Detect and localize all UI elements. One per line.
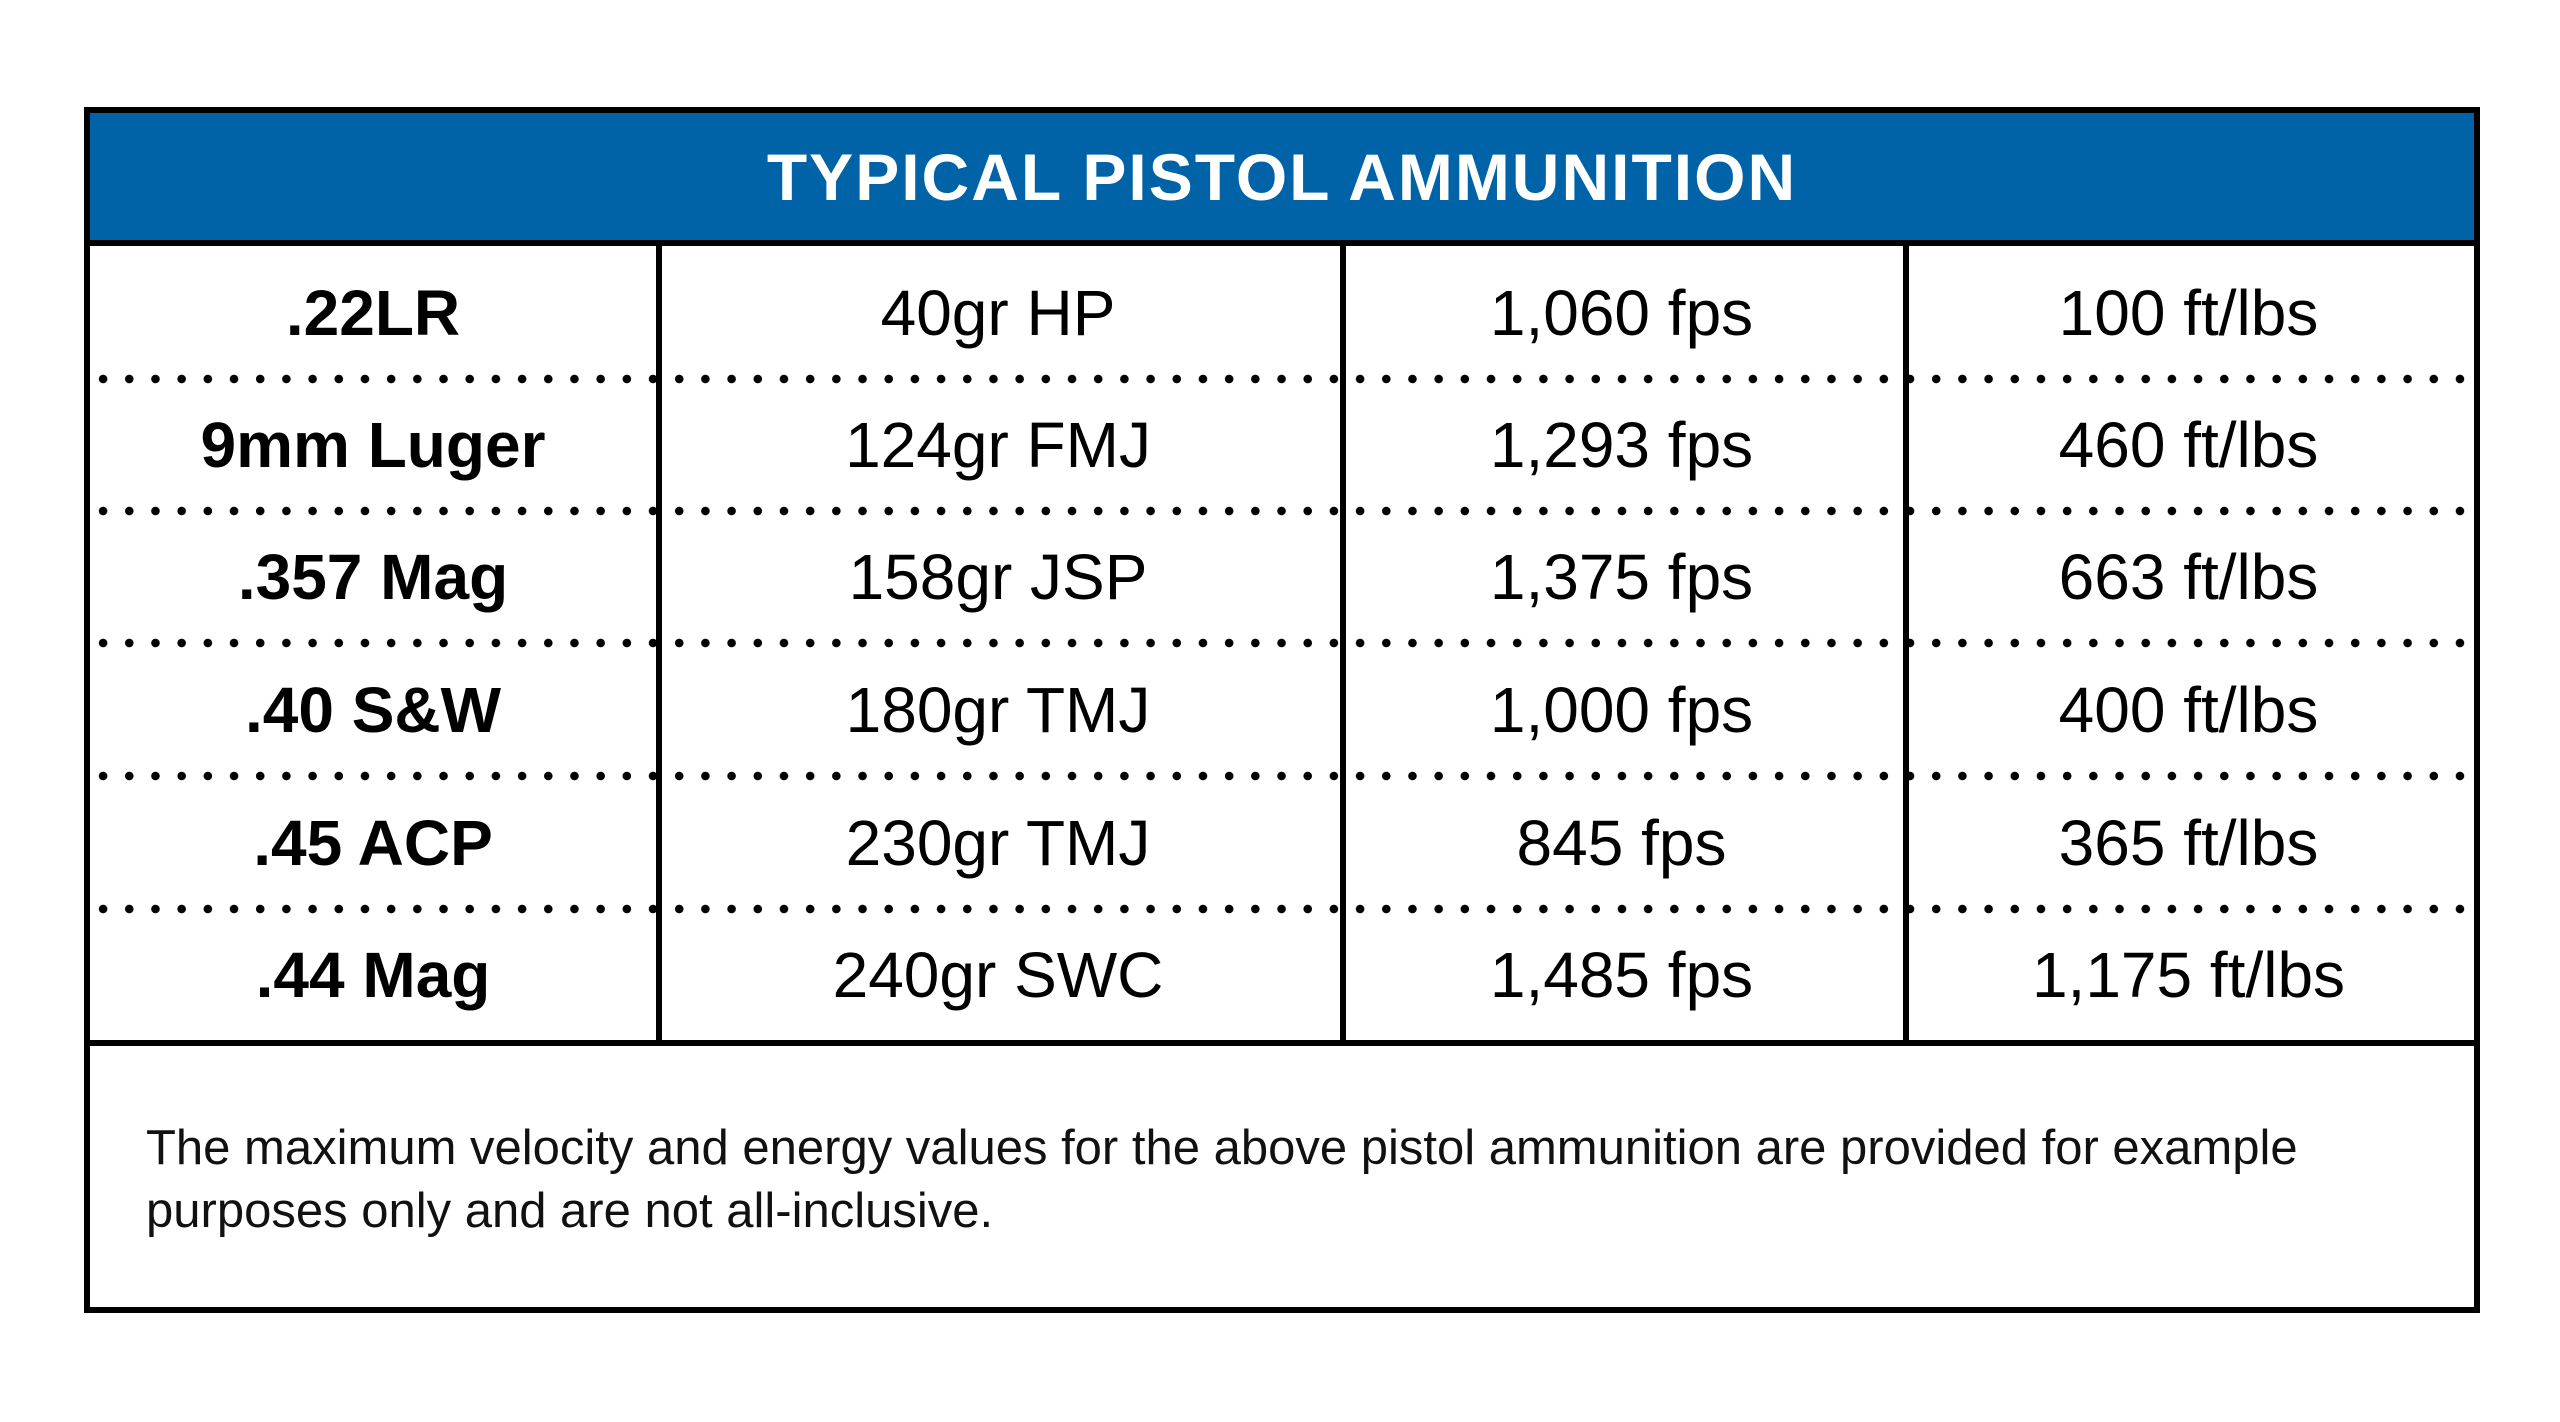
dotted-row-divider	[90, 904, 2474, 914]
energy-cell: 400 ft/lbs	[2058, 673, 2319, 746]
table-row	[90, 776, 2474, 909]
table-title: TYPICAL PISTOL AMMUNITION	[766, 139, 1798, 214]
ammunition-table	[84, 107, 2480, 1313]
table-header	[90, 113, 2474, 246]
velocity-cell: 1,485 fps	[1489, 938, 1754, 1011]
velocity-cell: 1,060 fps	[1489, 276, 1754, 349]
bullet-cell: 40gr HP	[880, 276, 1116, 349]
dotted-row-divider	[90, 771, 2474, 781]
cartridge-cell: .22LR	[285, 276, 461, 349]
column-divider	[1903, 246, 1909, 1040]
table-row	[90, 908, 2474, 1041]
cartridge-cell: .40 S&W	[244, 673, 502, 746]
bullet-cell: 240gr SWC	[832, 938, 1164, 1011]
cartridge-cell: .357 Mag	[237, 540, 509, 613]
velocity-cell: 845 fps	[1516, 806, 1727, 879]
table-row	[90, 510, 2474, 643]
velocity-cell: 1,000 fps	[1489, 673, 1754, 746]
dotted-row-divider	[90, 506, 2474, 516]
column-divider	[656, 246, 662, 1040]
table-body	[90, 246, 2474, 1046]
velocity-cell: 1,293 fps	[1489, 408, 1754, 481]
velocity-cell: 1,375 fps	[1489, 540, 1754, 613]
table-row	[90, 643, 2474, 776]
bullet-cell: 180gr TMJ	[845, 673, 1151, 746]
cartridge-cell: .44 Mag	[255, 938, 491, 1011]
energy-cell: 663 ft/lbs	[2058, 540, 2319, 613]
bullet-cell: 230gr TMJ	[845, 806, 1151, 879]
table-row	[90, 378, 2474, 511]
energy-cell: 100 ft/lbs	[2058, 276, 2319, 349]
footnote: The maximum velocity and energy values for the above pistol ammunition are provided for example purposes only and are not all-inclusive.	[146, 1121, 2298, 1238]
energy-cell: 1,175 ft/lbs	[2031, 938, 2346, 1011]
dotted-row-divider	[90, 374, 2474, 384]
cartridge-cell: .45 ACP	[253, 806, 493, 879]
energy-cell: 365 ft/lbs	[2058, 806, 2319, 879]
table-row	[90, 246, 2474, 379]
energy-cell: 460 ft/lbs	[2058, 408, 2319, 481]
column-divider	[1340, 246, 1346, 1040]
bullet-cell: 158gr JSP	[848, 540, 1148, 613]
cartridge-cell: 9mm Luger	[200, 408, 546, 481]
bullet-cell: 124gr FMJ	[845, 408, 1151, 481]
dotted-row-divider	[90, 638, 2474, 648]
